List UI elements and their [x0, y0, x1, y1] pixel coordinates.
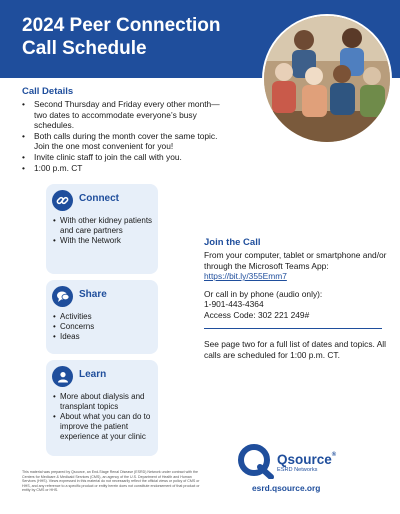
call-details-item: • Second Thursday and Friday every other month—two dates to accommodate everyone’s busy schedules. [22, 99, 232, 131]
learn-list [53, 392, 155, 442]
disclaimer: This material was prepared by Qsource, an End-Stage Renal Disease (ESRD) Network under contract with the Centers for Medicare & Medicaid Services (CMS), an agency of the U.S. Department of Health and Human Services (HHS). Views expressed in this material do not necessarily reflect the official views or policy of CMS or HHS, and any reference to a specific product or entity herein does not constitute endorsement of that product or entity by CMS or HHS. [22, 470, 200, 493]
access-code: Access Code: 302 221 249# [204, 309, 310, 320]
page-title: 2024 Peer Connection Call Schedule [22, 15, 221, 59]
call-details-item: • Both calls during the month cover the same topic. Join the one most convenient for you! [22, 131, 232, 152]
share-item: • Concerns [53, 322, 155, 332]
call-details-section [22, 86, 232, 173]
join-heading: Join the Call [204, 237, 261, 248]
learn-title: Learn [79, 369, 107, 380]
connect-card [46, 184, 158, 274]
learn-item: • About what you can do to improve the patient experience at your clinic [53, 412, 155, 442]
share-list [53, 312, 155, 342]
group-photo [262, 14, 392, 144]
join-instructions: From your computer, tablet or smartphone and/or through the Microsoft Teams App: [204, 250, 387, 271]
qsource-logo-icon [236, 443, 274, 484]
teams-link[interactable]: https://bit.ly/355Emm7 [204, 271, 287, 282]
connect-list [53, 216, 155, 246]
call-details-item: • 1:00 p.m. CT [22, 163, 232, 174]
connect-title: Connect [79, 193, 119, 204]
divider [204, 328, 382, 329]
call-details-list [22, 99, 232, 173]
chat-bubbles-icon [52, 286, 73, 307]
share-item: • Ideas [53, 332, 155, 342]
learn-card [46, 360, 158, 456]
connect-item: • With the Network [53, 236, 155, 246]
learn-item: • More about dialysis and transplant topics [53, 392, 155, 412]
share-item: • Activities [53, 312, 155, 322]
person-icon [52, 366, 73, 387]
logo-name: Qsource® [277, 452, 337, 467]
join-section [204, 237, 390, 321]
phone-intro: Or call in by phone (audio only): [204, 288, 323, 299]
call-details-item: • Invite clinic staff to join the call with you. [22, 152, 232, 163]
link-icon [52, 190, 73, 211]
logo-subtitle: ESRD Networks [277, 467, 318, 473]
share-card [46, 280, 158, 354]
website-link[interactable]: esrd.qsource.org [252, 483, 321, 493]
schedule-note: See page two for a full list of dates and topics. All calls are scheduled for 1:00 p.m. CT. [204, 339, 387, 360]
share-title: Share [79, 289, 107, 300]
phone-number: 1-901-443-4364 [204, 299, 264, 310]
connect-item: • With other kidney patients and care partners [53, 216, 155, 236]
call-details-heading: Call Details [22, 86, 74, 97]
